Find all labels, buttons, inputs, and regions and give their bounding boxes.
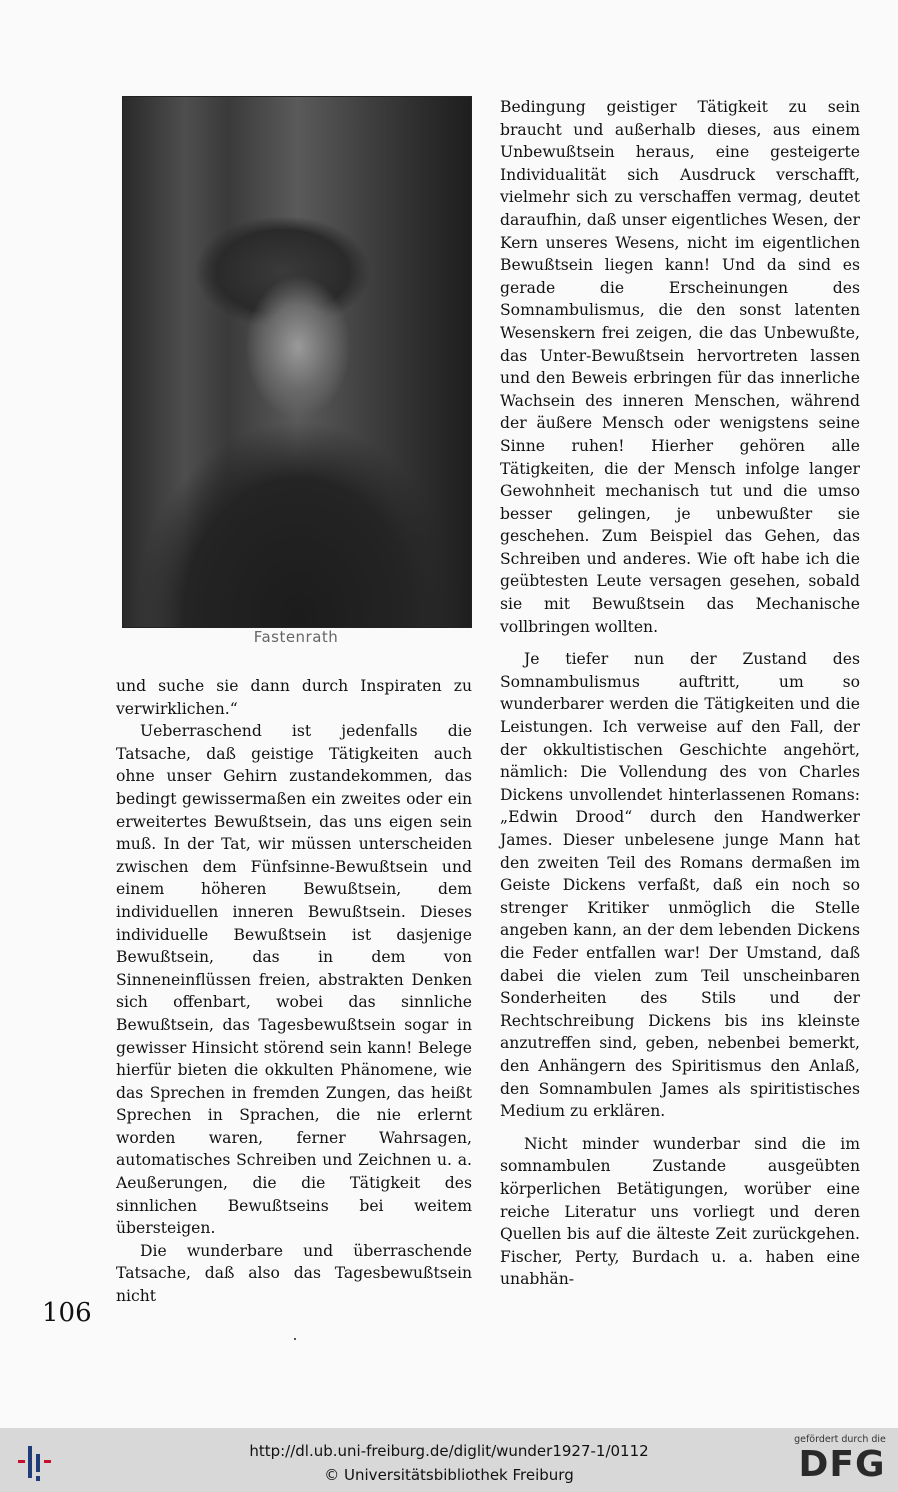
- portrait-photo: [122, 96, 472, 628]
- left-text-column: [116, 675, 472, 1308]
- scan-speck: [294, 1338, 296, 1340]
- page-number: 106: [42, 1298, 92, 1328]
- paragraph: Bedingung geistiger Tätigkeit zu sein braucht und außerhalb dieses, aus einem Unbewußtsein heraus, eine gesteigerte Individualität sich Ausdruck verschafft, vielmehr sich zu verschaffen vermag, deutet daraufhin, daß unser eigentliches Wesen, der Kern unseres Wesens, nicht im eigentlichen Bewußtsein liegen kann! Und da sind es gerade die Erscheinungen des Somnambulismus, die den sonst latenten Wesenskern frei zeigen, die das Unbewußte, das Unter-Bewußtsein hervortreten lassen und den Beweis erbringen für das innerliche Wachsein des inneren Menschen, während der äußere Mensch oder wenigstens seine Sinne ruhen! Hierher gehören alle Tätigkeiten, die der Mensch infolge langer Gewohnheit mechanisch tut und die umso besser gelingen, je unbewußter sie geschehen. Zum Beispiel das Gehen, das Schreiben und anderes. Wie oft habe ich die geübtesten Leute versagen gesehen, sobald sie mit Bewußtsein das Mechanische vollbringen wollten.: [500, 98, 860, 636]
- paragraph: und suche sie dann durch Inspiraten zu verwirklichen.“: [116, 677, 472, 718]
- paragraph: Je tiefer nun der Zustand des Somnambulismus auftritt, um so wunderbarer werden die Tätigkeiten und die Leistungen. Ich verweise auf den Fall, der der okkultistischen Geschichte angehört, nämlich: Die Vollendung des von Charles Dickens unvollendet hinterlassenen Romans: „Edwin Drood“ durch den Handwerker James. Dieser unbelesene junge Mann hat den zweiten Teil des Romans dermaßen im Geiste Dickens verfaßt, daß ein noch so strenger Kritiker unmöglich die Stelle angeben kann, an der dem lebenden Dickens die Feder entfallen war! Der Umstand, daß dabei die vielen zum Teil unscheinbaren Sonderheiten des Stils und der Rechtschreibung Dickens bis ins kleinste anzutreffen sind, geben, nebenbei bemerkt, den Anhängern des Spiritismus den Anlaß, den Somnambulen James als spiritistisches Medium zu erklären.: [500, 650, 860, 1121]
- funder-note: gefördert durch die: [794, 1434, 886, 1445]
- paragraph: Die wunderbare und überraschende Tatsache, daß also das Tagesbewußtsein nicht: [116, 1241, 472, 1306]
- paragraph: Ueberraschend ist jedenfalls die Tatsache, daß geistige Tätigkeiten auch ohne unser Gehirn zustandekommen, das bedingt gewissermaßen ein zweites oder ein erweitertes Bewußtsein, das uns eigen sein muß. In der Tat, wir müssen unterscheiden zwischen dem Fünfsinne-Bewußtsein und einem höheren Bewußtsein, dem individuellen inneren Bewußtsein. Dieses individuelle Bewußtsein ist dasjenige Bewußtsein, das in dem von Sinneneinflüssen freien, abstrakten Denken sich offenbart, wobei das sinnliche Bewußtsein, das Tagesbewußtsein sogar in gewisser Hinsicht störend sein kann! Belege hierfür bieten die okkulten Phänomene, wie das Sprechen in fremden Zungen, das heißt Sprechen in Sprachen, die nie erlernt worden waren, ferner Wahrsagen, automatisches Schreiben und Zeichnen u. a. Aeußerungen, die die Tätigkeit des sinnlichen Bewußtseins bei weitem übersteigen.: [116, 722, 472, 1238]
- right-text-column: [500, 96, 860, 1291]
- dfg-logo: DFG: [798, 1444, 886, 1485]
- photo-caption: Fastenrath: [253, 628, 339, 646]
- citation-url-link[interactable]: http://dl.ub.uni-freiburg.de/diglit/wunder1927-1/0112: [249, 1442, 649, 1460]
- copyright-notice: © Universitätsbibliothek Freiburg: [324, 1466, 574, 1484]
- paragraph: Nicht minder wunderbar sind die im somnambulen Zustande ausgeübten körperlichen Betätigungen, worüber eine reiche Literatur uns vorliegt und deren Quellen bis auf die älteste Zeit zurückgehen. Fischer, Perty, Burdach u. a. haben eine unabhän-: [500, 1134, 860, 1289]
